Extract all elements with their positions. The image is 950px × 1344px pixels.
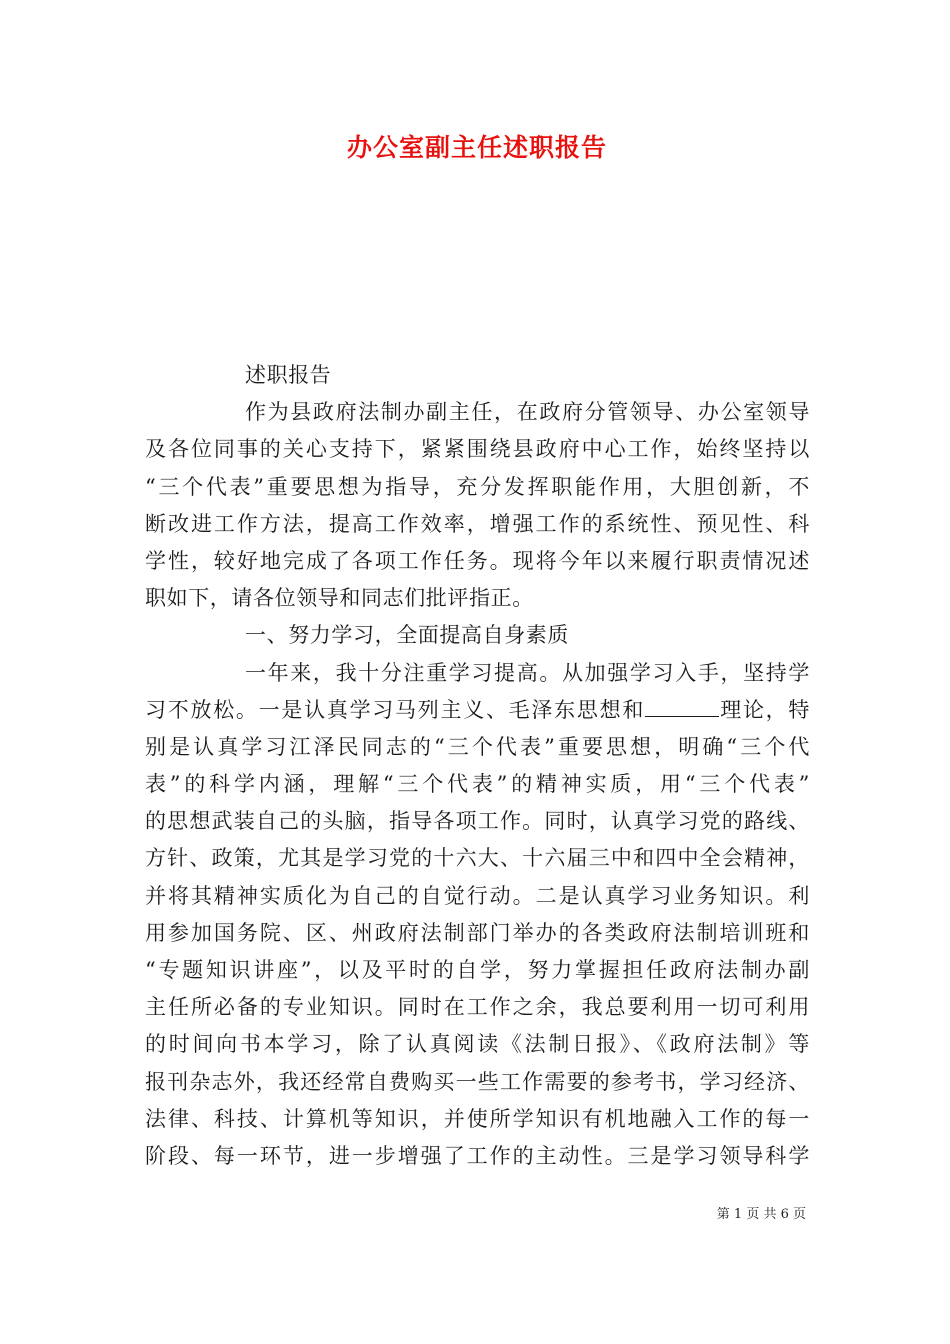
body-line-part: 习不放松。一是认真学习马列主义、毛泽东思想和: [145, 697, 646, 722]
body-line: “三个代表”重要思想为指导，充分发挥职能作用，大胆创新，不: [145, 474, 810, 499]
blank-underline: [645, 698, 719, 717]
page-number: 第 1 页 共 6 页: [716, 1207, 806, 1222]
body-line-part: 理论，特: [719, 697, 810, 722]
body-line: 职如下，请各位领导和同志们批评指正。: [145, 586, 534, 611]
document-title: [0, 128, 950, 168]
body-line: 别是认真学习江泽民同志的“三个代表”重要思想，明确“三个代: [145, 734, 810, 759]
body-line: 作为县政府法制办副主任，在政府分管领导、办公室领导: [245, 400, 810, 425]
body-line: 主任所必备的专业知识。同时在工作之余，我总要利用一切可利用: [145, 995, 810, 1020]
body-line: 并将其精神实质化为自己的自觉行动。二是认真学习业务知识。利: [145, 883, 810, 908]
body-line: 表”的科学内涵，理解“三个代表”的精神实质，用“三个代表”: [145, 772, 810, 797]
document-title-text: 办公室副主任述职报告: [346, 133, 607, 162]
body-line: 断改进工作方法，提高工作效率，增强工作的系统性、预见性、科: [145, 511, 810, 536]
body-line-with-blank: [145, 692, 810, 729]
body-line: 报刊杂志外，我还经常自费购买一些工作需要的参考书，学习经济、: [145, 1069, 810, 1094]
body-line: 述职报告: [245, 363, 332, 387]
body-line: 用参加国务院、区、州政府法制部门举办的各类政府法制培训班和: [145, 920, 810, 945]
body-line: 阶段、每一环节，进一步增强了工作的主动性。三是学习领导科学: [145, 1143, 810, 1168]
body-line: “专题知识讲座”，以及平时的自学，努力掌握担任政府法制办副: [145, 958, 810, 982]
body-line: 的思想武装自己的头脑，指导各项工作。同时，认真学习党的路线、: [145, 809, 810, 834]
document-body: [145, 357, 810, 1175]
body-line: 方针、政策，尤其是学习党的十六大、十六届三中和四中全会精神，: [145, 846, 810, 871]
body-line: 及各位同事的关心支持下，紧紧围绕县政府中心工作，始终坚持以: [145, 437, 810, 462]
body-line: 学性，较好地完成了各项工作任务。现将今年以来履行职责情况述: [145, 548, 810, 573]
body-line: 法律、科技、计算机等知识，并使所学知识有机地融入工作的每一: [145, 1106, 810, 1131]
body-line: 一年来，我十分注重学习提高。从加强学习入手，坚持学: [245, 660, 810, 685]
section-heading: 一、努力学习，全面提高自身素质: [245, 623, 569, 648]
body-line: 的时间向书本学习，除了认真阅读《法制日报》、《政府法制》等: [145, 1032, 810, 1057]
